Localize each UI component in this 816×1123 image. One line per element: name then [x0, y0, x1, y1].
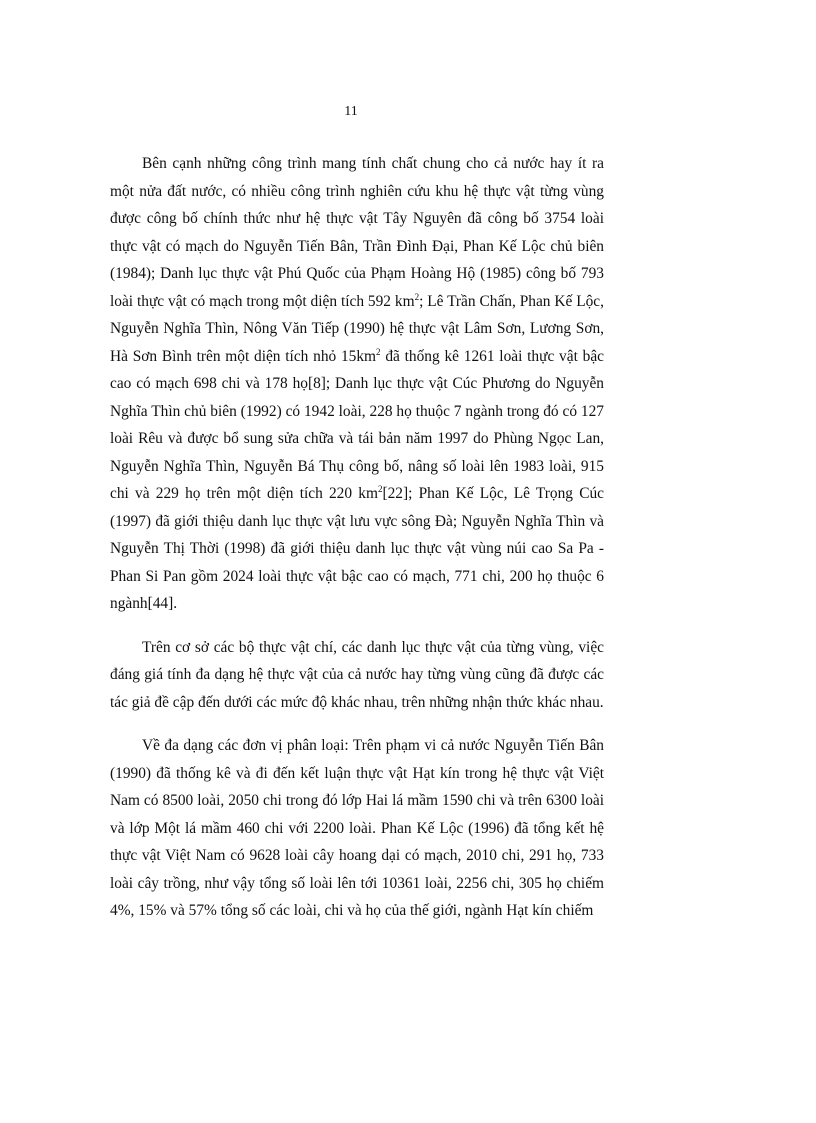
text-run: Về đa dạng các đơn vị phân loại: Trên phạm vi cả nước Nguyễn Tiến Bân (1990) đã thống kê và đi đến kết luận thực vật Hạt kín trong hệ thực vật Việt Nam có 8500 loài, 2050 chi trong đó lớp Hai lá mầm 1590 chi và trên 6300 loài và lớp Một lá mầm 460 chi với 2200 loài. Phan Kế Lộc (1996) đã tổng kết hệ thực vật Việt Nam có 9628 loài cây hoang dại có mạch, 2010 chi, 291 họ, 733 loài cây trồng, như vậy tổng số loài lên tới 10361 loài, 2256 chi, 305 họ chiếm 4%, 15% và 57% tổng số các loài, chi và họ của thế giới, ngành Hạt kín chiếm [110, 737, 604, 919]
paragraph-diversity-assessment [110, 634, 604, 717]
superscript: 2 [414, 291, 420, 302]
paragraph-flora-studies [110, 150, 604, 618]
text-run: đã thống kê 1261 loài thực vật bậc cao có mạch 698 chi và 178 họ[8]; Danh lục thực vật Cúc Phương do Nguyễn Nghĩa Thìn chủ biên (1992) có 1942 loài, 228 họ thuộc 7 ngành trong đó có 127 loài Rêu và được bổ sung sửa chữa và tái bản năm 1997 do Phùng Ngọc Lan, Nguyễn Nghĩa Thìn, Nguyễn Bá Thụ công bố, nâng số loài lên 1983 loài, 915 chi và 229 họ trên một diện tích 220 km [110, 347, 604, 502]
paragraph-taxonomic-diversity [110, 732, 604, 925]
text-run: ; Lê Trần Chấn, Phan Kế Lộc, Nguyễn Nghĩa Thìn, Nông Văn Tiếp (1990) hệ thực vật Lâm Sơn, Lương Sơn, Hà Sơn Bình trên một diện tích nhỏ 15km [110, 292, 604, 365]
document-body [110, 150, 604, 925]
text-run: Bên cạnh những công trình mang tính chất chung cho cả nước hay ít ra một nửa đất nước, có nhiều công trình nghiên cứu khu hệ thực vật từng vùng được công bố chính thức như hệ thực vật Tây Nguyên đã công bố 3754 loài thực vật có mạch do Nguyễn Tiến Bân, Trần Đình Đại, Phan Kế Lộc chủ biên (1984); Danh lục thực vật Phú Quốc của Phạm Hoàng Hộ (1985) công bố 793 loài thực vật có mạch trong một diện tích 592 km [110, 155, 604, 310]
superscript: 2 [376, 346, 381, 357]
text-run: [22]; Phan Kế Lộc, Lê Trọng Cúc (1997) đã giới thiệu danh lục thực vật lưu vực sông Đà; Nguyễn Nghĩa Thìn và Nguyễn Thị Thời (1998) đã giới thiệu danh lục thực vật vùng núi cao Sa Pa - Phan Si Pan gồm 2024 loài thực vật bậc cao có mạch, 771 chi, 200 họ thuộc 6 ngành[44]. [110, 485, 604, 612]
superscript: 2 [377, 483, 383, 494]
page-number: 11 [344, 104, 358, 119]
text-run: Trên cơ sở các bộ thực vật chí, các danh lục thực vật của từng vùng, việc đáng giá tính đa dạng hệ thực vật của cả nước hay từng vùng cũng đã được các tác giả đề cập đến dưới các mức độ khác nhau, trên những nhận thức khác nhau. [110, 638, 604, 711]
